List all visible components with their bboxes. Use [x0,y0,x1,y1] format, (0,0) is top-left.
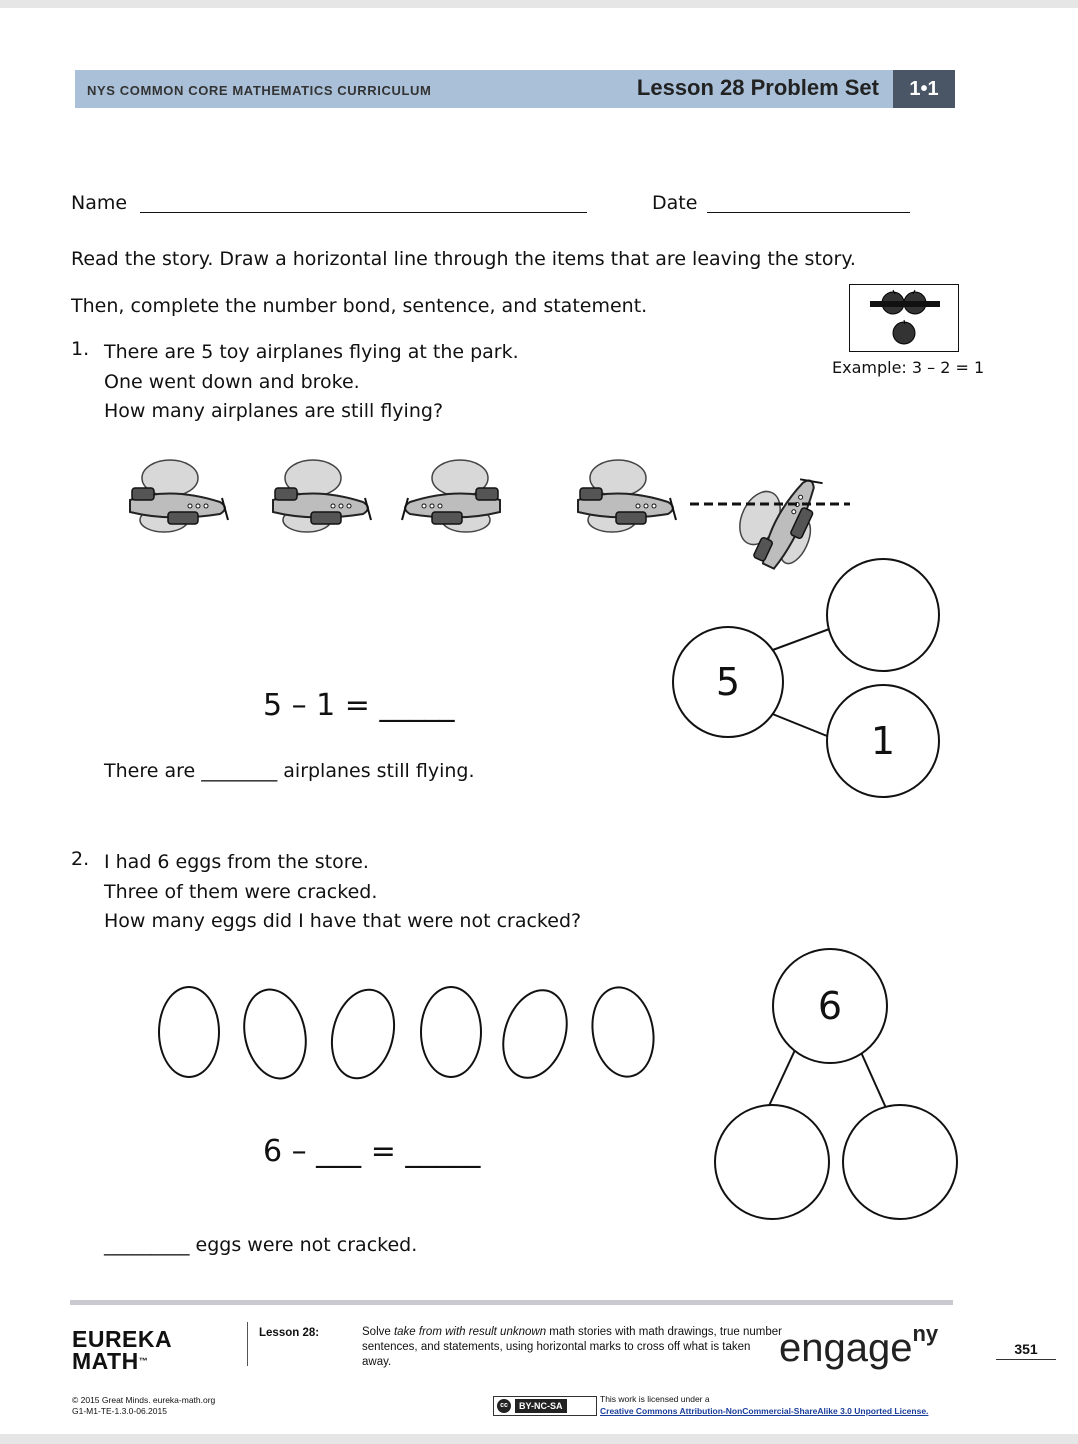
engage-sup: ny [912,1321,939,1346]
bond-1-whole[interactable]: 5 [672,626,784,738]
logo-trademark: ™ [138,1356,149,1366]
desc-emphasis: take from with result unknown [393,1326,547,1338]
example-box [849,284,959,352]
instruction-line-1: Read the story. Draw a horizontal line through the items that are leaving the story. [71,248,856,270]
egg[interactable] [158,986,220,1078]
name-field[interactable] [140,212,587,213]
page-number: 351 [996,1341,1056,1360]
bond-2-part-right[interactable] [842,1104,958,1220]
license-link[interactable]: Creative Commons Attribution-NonCommercial-ShareAlike 3.0 Unported License. [600,1406,929,1416]
problem-2-statement[interactable]: _________ eggs were not cracked. [104,1234,418,1256]
worksheet-page [0,8,1078,1434]
logo-line-1: EUREKA [72,1326,173,1352]
license-notice [600,1393,928,1417]
engageny-logo [779,1321,938,1371]
example-caption: Example: 3 – 2 = 1 [832,358,985,377]
egg[interactable] [235,983,315,1086]
instruction-line-2: Then, complete the number bond, sentence, and statement. [71,295,648,317]
egg[interactable] [420,986,482,1078]
module-badge: 1•1 [893,70,955,108]
problem-2-line: I had 6 eggs from the store. [104,851,369,873]
problem-1-equation[interactable]: 5 – 1 = _____ [263,688,455,723]
footer-lesson-description [362,1325,782,1370]
cc-license-badge [493,1396,597,1416]
desc-part: Solve [362,1326,394,1338]
doc-code: G1-M1-TE-1.3.0-06.2015 [72,1406,167,1416]
logo-line-2: MATH [72,1348,139,1374]
copyright-text: © 2015 Great Minds. eureka-math.org [72,1395,216,1405]
footer-separator [247,1322,248,1366]
problem-1-statement[interactable]: There are ________ airplanes still flying. [104,760,475,782]
license-text: This work is licensed under a [600,1394,710,1404]
curriculum-header [75,70,955,108]
problem-1-line: One went down and broke. [104,370,360,393]
date-field[interactable] [707,212,910,213]
cc-icon: cc [497,1399,511,1413]
airplane [130,460,228,532]
bond-1-part-bottom[interactable]: 1 [826,684,940,798]
footer-copyright [72,1395,215,1417]
cc-badge-label: BY-NC-SA [515,1399,567,1413]
airplane [402,460,500,532]
desc-part: math stories with math drawings, true number sentences, and statements, using horizontal marks to cross off what is taken away. [362,1326,782,1368]
engage-text: engage [779,1326,913,1370]
example-cross-out-line [870,301,940,307]
problem-1-number: 1. [71,338,90,360]
airplane [578,460,676,532]
problem-2-number: 2. [71,848,90,870]
eureka-math-logo [72,1328,172,1372]
problem-1-story [104,338,519,427]
egg[interactable] [491,981,578,1088]
airplane [273,460,371,532]
name-label: Name [71,192,128,214]
footer-rule [70,1300,953,1305]
footer-lesson-label: Lesson 28: [259,1327,320,1339]
problem-2-line: Three of them were cracked. [104,880,378,903]
bond-1-part-top[interactable] [826,558,940,672]
problem-1-line: How many airplanes are still flying? [104,400,444,422]
example-apples-image [850,285,958,351]
egg[interactable] [322,982,404,1086]
date-label: Date [652,192,698,214]
curriculum-name: NYS COMMON CORE MATHEMATICS CURRICULUM [87,83,432,98]
bond-2-whole[interactable]: 6 [772,948,888,1064]
lesson-title: Lesson 28 Problem Set [636,75,879,100]
egg[interactable] [584,981,661,1082]
problem-2-story [104,848,581,937]
bond-2-part-left[interactable] [714,1104,830,1220]
problem-2-equation[interactable]: 6 – ___ = _____ [263,1134,481,1169]
problem-1-line: There are 5 toy airplanes flying at the park. [104,341,519,363]
problem-2-line: How many eggs did I have that were not cracked? [104,910,582,932]
